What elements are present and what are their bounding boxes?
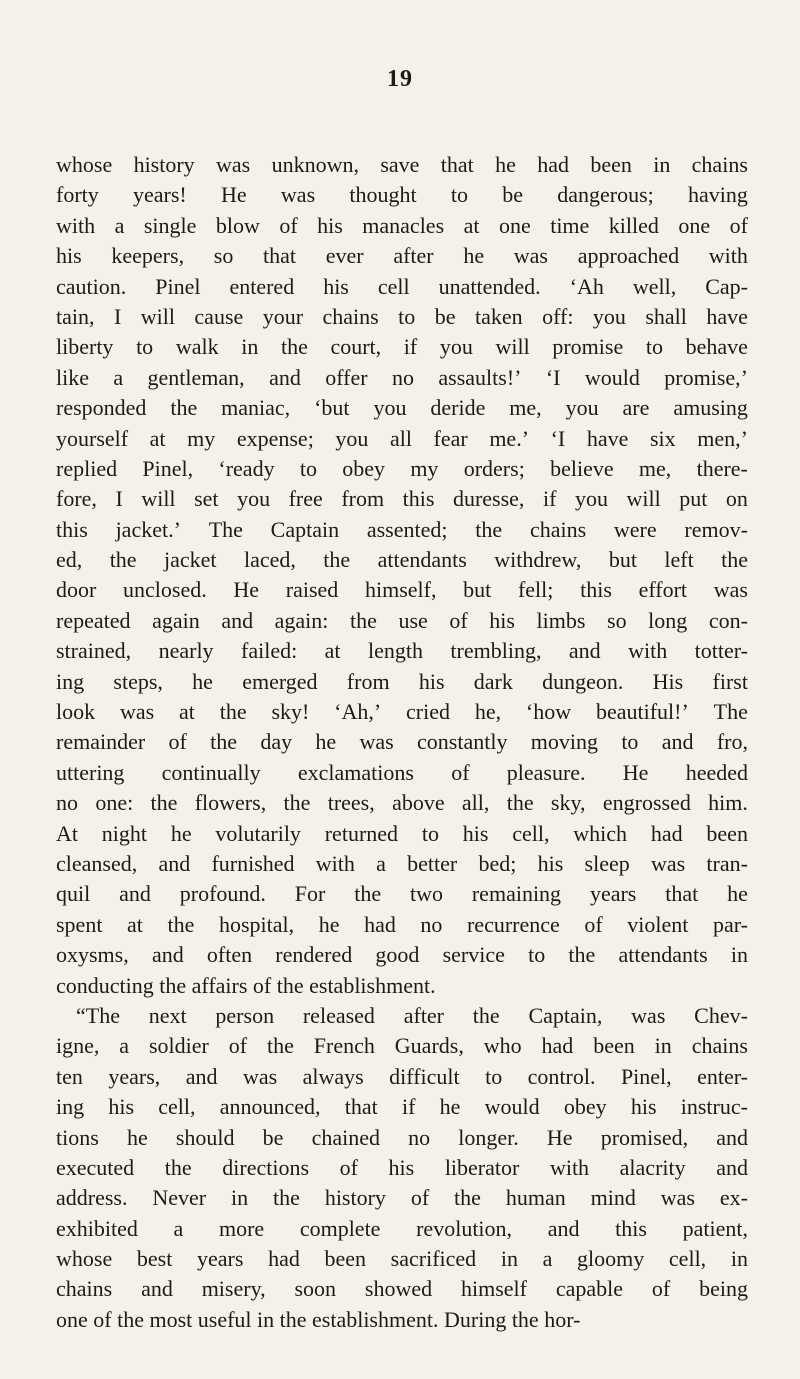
text-line: ing his cell, announced, that if he would obey his instruc-: [56, 1094, 748, 1120]
text-line: ing steps, he emerged from his dark dungeon. His first: [56, 668, 748, 694]
text-line: ten years, and was always difficult to control. Pinel, enter-: [56, 1063, 748, 1089]
text-line: door unclosed. He raised himself, but fell; this effort was: [56, 577, 748, 603]
text-line: At night he volutarily returned to his cell, which had been: [56, 820, 748, 846]
text-line: replied Pinel, ‘ready to obey my orders; believe me, there-: [56, 455, 748, 481]
text-line: like a gentleman, and offer no assaults!’ ‘I would promise,’: [56, 364, 748, 390]
text-line: cleansed, and furnished with a better bed; his sleep was tran-: [56, 850, 748, 876]
text-line: oxysms, and often rendered good service to the attendants in: [56, 942, 748, 968]
text-line: tain, I will cause your chains to be taken off: you shall have: [56, 303, 748, 329]
text-line: chains and misery, soon showed himself capable of being: [56, 1276, 748, 1302]
text-line: quil and profound. For the two remaining years that he: [56, 881, 748, 907]
text-line: “The next person released after the Captain, was Chev-: [76, 1002, 748, 1028]
text-line: ed, the jacket laced, the attendants withdrew, but left the: [56, 547, 748, 573]
text-line: remainder of the day he was constantly moving to and fro,: [56, 729, 748, 755]
text-line: address. Never in the history of the human mind was ex-: [56, 1185, 748, 1211]
page-number: 19: [387, 66, 413, 92]
text-line: whose history was unknown, save that he had been in chains: [56, 152, 748, 177]
text-line: exhibited a more complete revolution, and this patient,: [56, 1215, 748, 1241]
text-line: executed the directions of his liberator with alacrity and: [56, 1154, 748, 1180]
text-line: one of the most useful in the establishment. During the hor-: [56, 1306, 581, 1332]
text-line: liberty to walk in the court, if you will promise to behave: [56, 334, 748, 360]
text-line: caution. Pinel entered his cell unattended. ‘Ah well, Cap-: [56, 273, 748, 299]
text-line: fore, I will set you free from this duresse, if you will put on: [56, 486, 748, 512]
text-line: spent at the hospital, he had no recurrence of violent par-: [56, 911, 748, 937]
text-line: repeated again and again: the use of his limbs so long con-: [56, 607, 748, 633]
text-line: uttering continually exclamations of pleasure. He heeded: [56, 759, 748, 785]
text-line: look was at the sky! ‘Ah,’ cried he, ‘how beautiful!’ The: [56, 699, 748, 725]
text-line: with a single blow of his manacles at one time killed one of: [56, 212, 748, 238]
text-line: whose best years had been sacrificed in a gloomy cell, in: [56, 1246, 748, 1272]
text-line: no one: the flowers, the trees, above all, the sky, engrossed him.: [56, 790, 748, 816]
text-line: strained, nearly failed: at length trembling, and with totter-: [56, 638, 748, 664]
text-line: responded the maniac, ‘but you deride me, you are amusing: [56, 395, 748, 421]
text-line: tions he should be chained no longer. He promised, and: [56, 1124, 748, 1150]
text-line: igne, a soldier of the French Guards, who had been in chains: [56, 1033, 748, 1059]
body-text: [56, 150, 748, 1335]
text-line: conducting the affairs of the establishment.: [56, 972, 436, 998]
text-line: his keepers, so that ever after he was approached with: [56, 243, 748, 269]
text-line: forty years! He was thought to be dangerous; having: [56, 182, 748, 208]
text-line: this jacket.’ The Captain assented; the chains were remov-: [56, 516, 748, 542]
text-line: yourself at my expense; you all fear me.’ ‘I have six men,’: [56, 425, 748, 451]
